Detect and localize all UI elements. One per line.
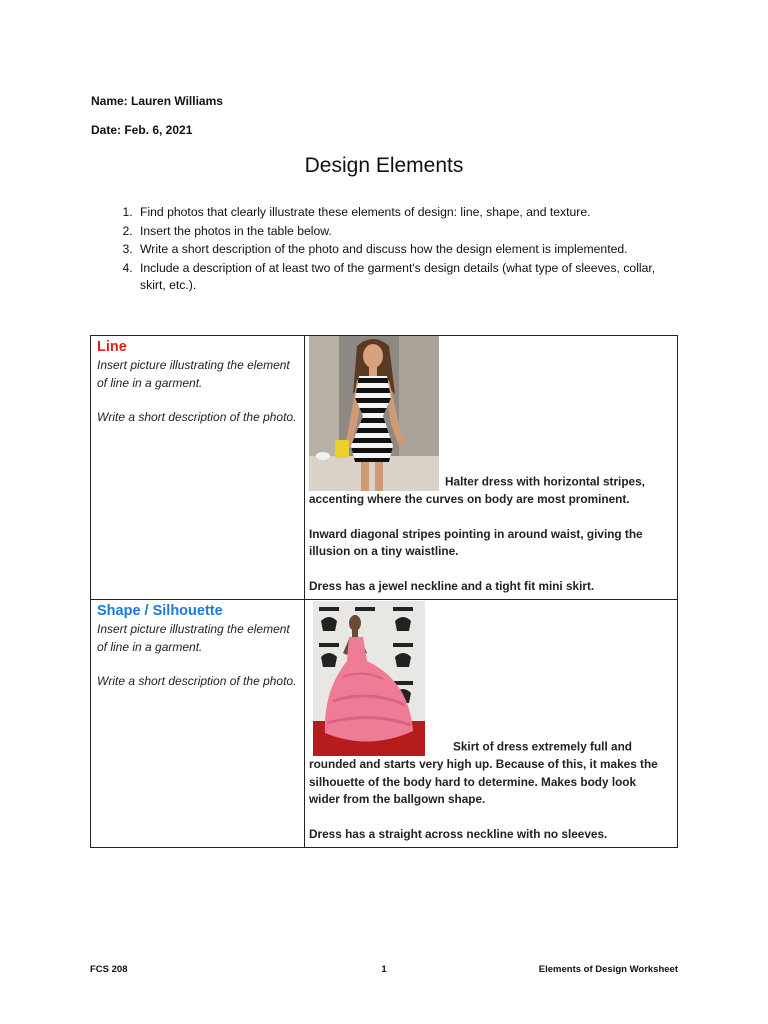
footer-course: FCS 208 [90,964,128,975]
example-cell-line [305,336,678,600]
element-prompt: Insert picture illustrating the element of line in a garment. [97,358,290,390]
caption-text: Inward diagonal stripes pointing in around waist, giving the illusion on a tiny waistline. [309,526,643,558]
caption-text: Halter dress with horizontal stripes, accenting where the curves on body are most prominent. [309,474,645,506]
pink-ballgown-photo [313,601,425,756]
striped-halter-dress-photo [309,336,439,491]
instruction-item: 1. Find photos that clearly illustrate these elements of design: line, shape, and texture. [136,204,684,222]
element-heading-shape: Shape / Silhouette [97,603,223,619]
instructions-list [110,204,684,296]
description-prompt: Write a short description of the photo. [97,410,297,424]
element-cell-shape [91,600,305,848]
table-row-line [91,336,678,600]
instruction-item: 2. Insert the photos in the table below. [136,223,684,241]
page-title: Design Elements [304,154,464,177]
table-row-shape [91,600,678,848]
caption-text: Dress has a straight across neckline with no sleeves. [309,826,608,841]
description-prompt: Write a short description of the photo. [97,674,297,688]
date-line: Date: Feb. 6, 2021 [91,123,193,137]
element-prompt: Insert picture illustrating the element of line in a garment. [97,622,290,654]
instruction-item: 4. Include a description of at least two of the garment's design details (what type of sleeves, collar, skirt, etc.). [136,260,684,295]
name-line: Name: Lauren Williams [91,94,223,108]
element-cell-line [91,336,305,600]
caption-text: Skirt of dress extremely full and rounded and starts very high up. Because of this, it makes the silhouette of the body hard to determine. Makes body look wider from the ballgown shape. [309,739,658,806]
caption-text: Dress has a jewel neckline and a tight fit mini skirt. [309,578,595,593]
footer-page-number: 1 [381,964,387,975]
design-elements-table [90,335,678,848]
footer-doc-title: Elements of Design Worksheet [538,964,678,975]
element-heading-line: Line [97,339,127,355]
instruction-item: 3. Write a short description of the photo and discuss how the design element is implemented. [136,241,684,259]
example-cell-shape [305,600,678,848]
